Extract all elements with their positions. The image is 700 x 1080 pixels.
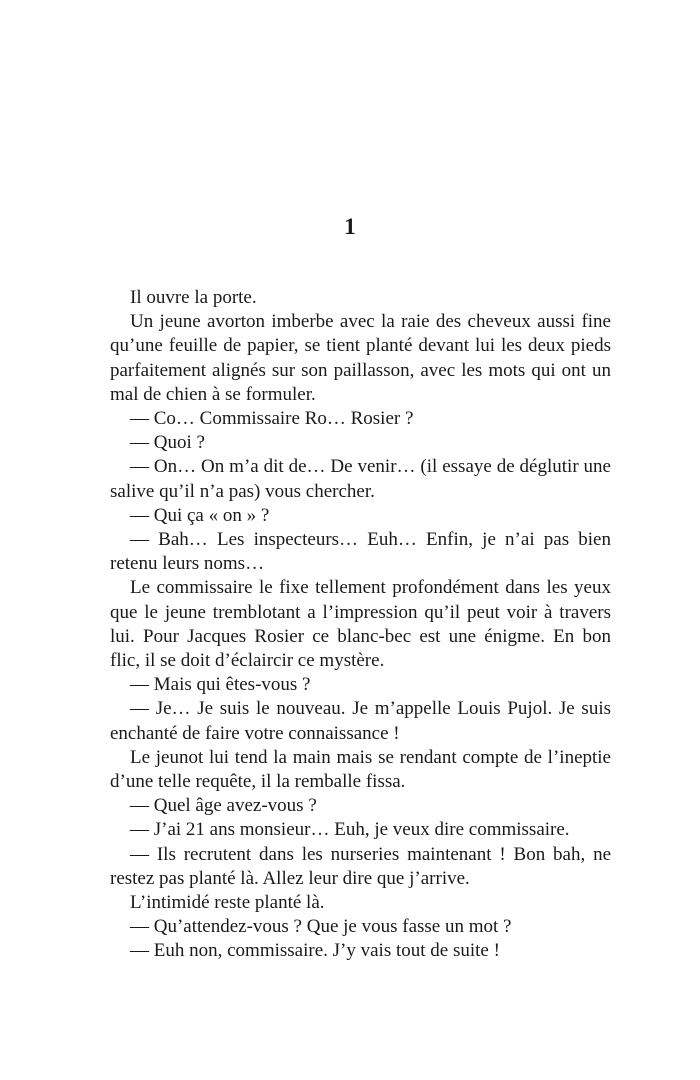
paragraph: Il ouvre la porte. — [130, 287, 257, 308]
dialogue-line: — Quel âge avez-vous ? — [130, 795, 317, 817]
paragraph: Un jeune avorton imberbe avec la raie des cheveux aussi fine qu’une feuille de papier, se tient planté devant lui les deux pieds parfaitement alignés sur son paillasson, avec les mots qui ont un mal de chien à se formuler. — [110, 311, 611, 405]
dialogue-line: — On… On m’a dit de… De venir… (il essaye de déglutir une salive qu’il n’a pas) vous chercher. — [110, 456, 611, 502]
dialogue-line: — J’ai 21 ans monsieur… Euh, je veux dire commissaire. — [130, 819, 570, 841]
paragraph: Le commissaire le fixe tellement profondément dans les yeux que le jeune tremblotant a l’impression qu’il peut voir à travers lui. Pour Jacques Rosier ce blanc-bec est une énigme. En bon flic, il se doit d’éclaircir ce mystère. — [110, 577, 611, 672]
chapter-text — [110, 286, 611, 964]
dialogue-line: — Ils recrutent dans les nurseries maintenant ! Bon bah, ne restez pas planté là. Allez leur dire que j’arrive. — [110, 843, 611, 889]
dialogue-line: — Qui ça « on » ? — [130, 504, 270, 526]
chapter-number: 1 — [344, 214, 356, 239]
dialogue-line: — Quoi ? — [130, 432, 205, 454]
paragraph: L’intimidé reste planté là. — [130, 892, 325, 914]
dialogue-line: — Mais qui êtes-vous ? — [130, 674, 311, 696]
paragraph: Le jeunot lui tend la main mais se rendant compte de l’ineptie d’une telle requête, il la remballe fissa. — [110, 746, 611, 793]
dialogue-line: — Co… Commissaire Ro… Rosier ? — [130, 408, 414, 430]
dialogue-line: — Je… Je suis le nouveau. Je m’appelle Louis Pujol. Je suis enchanté de faire votre connaissance ! — [110, 698, 611, 744]
dialogue-line: — Qu’attendez-vous ? Que je vous fasse un mot ? — [130, 916, 512, 938]
dialogue-line: — Bah… Les inspecteurs… Euh… Enfin, je n’ai pas bien retenu leurs noms… — [110, 529, 611, 575]
dialogue-line: — Euh non, commissaire. J’y vais tout de suite ! — [130, 940, 500, 962]
